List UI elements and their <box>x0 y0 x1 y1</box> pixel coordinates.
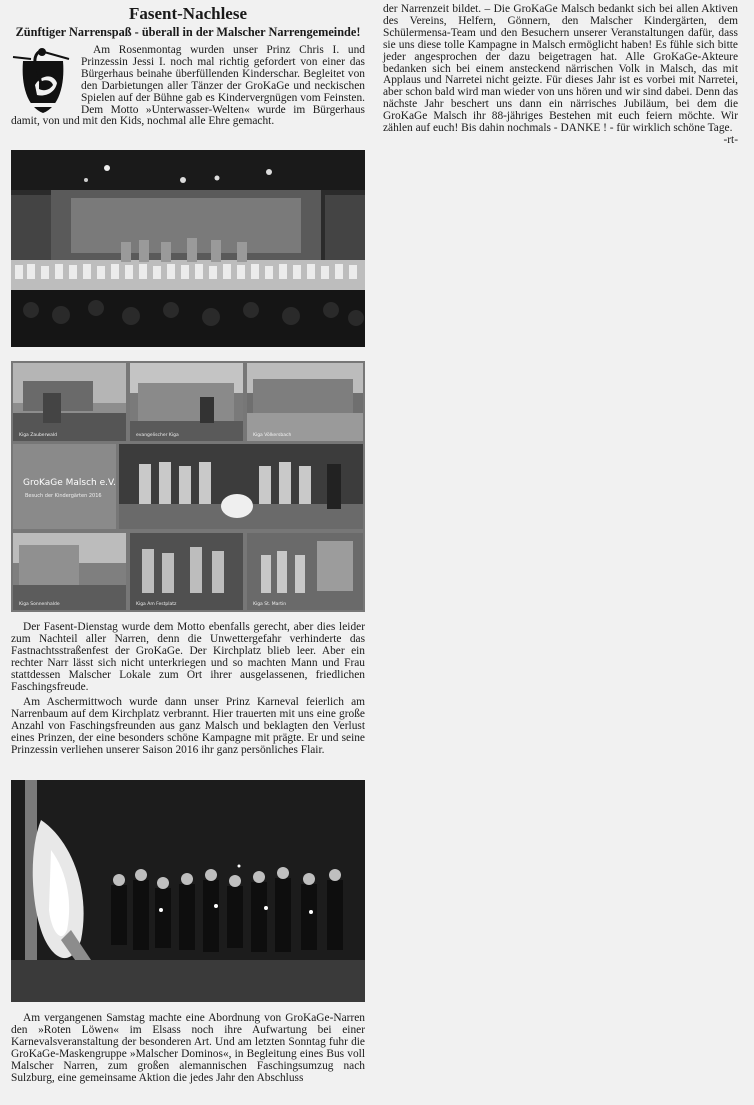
paragraph-thanks-text: der Narrenzeit bildet. – Die GroKaGe Malsch bedankt sich bei allen Aktiven des Vereins, Helfern, Gönnern, den Malscher Kindergärten, dem Schülermensa-Team und den Besuchern unserer Veranstaltungen dafür, dass sie uns diese tolle Kampagne in Malsch ermöglicht haben! Es fühle sich bitte jeder angesprochen der dazu beigetragen hat. Alle GroKaGe-Akteure bedanken sich bei einem ansteckend närrischen Volk in Malsch, das mit Applaus und Narretei nicht geizte. Für dieses Jahr ist es vorbei mit Narretei, aber schon bald wird man wieder von uns hören und wir sind dabei. Denn das nächste Jahr beschert uns dann ein närrisches Jubiläum, bei dem die GroKaGe Malsch ihr 88-jähriges Bestehen mit euch feiern möchte. Wir zählen auf euch! Bis dahin nochmals - DANKE ! - für wirklich schöne Tage. <box>383 3 738 135</box>
intro-paragraph: Am Rosenmontag wurden unser Prinz Chris I. und Prinzessin Jessi I. noch mal richtig gefordert von einer das Bürgerhaus beinahe überfüllenden Kinderschar. Begleitet von den Darbietungen aller Tänzer der GroKaGe und neckischen Spielen auf der Bühne gab es Kindervergnügen vom Feinsten. Dem Motto »Unterwasser-Welten« wurde im Bürgerhaus damit, von und mit den Kids, nochmal alle Ehre gemacht. <box>11 44 365 128</box>
text-block-middle <box>11 622 365 757</box>
collage-caption: evangelischer Kiga <box>136 433 179 438</box>
collage-photo <box>130 363 243 441</box>
paragraph-tuesday: Der Fasent-Dienstag wurde dem Motto ebenfalls gerecht, aber dies leider zum Nachteil aller Narren, denn die Unwettergefahr verhinderte das Fastnachtsstraßenfest der GroKaGe. Der Kirchplatz blieb leer. Aber ein rechter Narr lässt sich nicht unterkriegen und so machten Mann und Frau stattdessen Malscher Lokale zum Ort ihrer ausgelassenen, friedlichen Faschingsfreude. <box>11 621 365 693</box>
collage-photo <box>13 363 126 441</box>
collage-caption: Kiga St. Martin <box>253 602 287 607</box>
author-signature: -rt- <box>723 133 738 146</box>
paragraph-thanks <box>383 3 738 146</box>
collage-panel-title: GroKaGe Malsch e.V. <box>23 478 116 488</box>
left-column <box>11 4 365 1084</box>
collage-panel-subtitle: Besuch der Kindergärten 2016 <box>25 493 102 499</box>
collage-caption: Kiga Am Festplatz <box>136 602 177 607</box>
stork-logo-icon <box>11 45 73 115</box>
collage-group-photo <box>119 444 363 529</box>
collage-caption: Kiga Völkersbach <box>253 433 292 438</box>
fire-photo-image <box>11 780 365 1002</box>
stage-photo <box>11 150 365 347</box>
article-title: Fasent-Nachlese <box>128 4 248 23</box>
right-column <box>383 4 738 147</box>
collage-photo <box>247 533 363 610</box>
collage-photo <box>13 533 126 610</box>
collage-photo <box>247 363 363 441</box>
collage-title-panel <box>13 444 116 529</box>
collage-caption: Kiga Sonnenhalde <box>19 602 60 607</box>
collage-photo <box>130 533 243 610</box>
stage-photo-image <box>11 150 365 347</box>
collage-caption: Kiga Zauberwald <box>19 433 57 438</box>
text-block-bottom <box>11 1013 365 1084</box>
fire-photo <box>11 780 365 1002</box>
article-subtitle: Zünftiger Narrenspaß - überall in der Malscher Narrengemeinde! <box>15 25 361 39</box>
intro-block <box>11 45 365 128</box>
paragraph-saturday: Am vergangenen Samstag machte eine Abordnung von GroKaGe-Narren den »Roten Löwen« im Elsass noch ihre Aufwartung bei einer Karnevalsveranstaltung der besonderen Art. Und am letzten Sonntag fuhr die GroKaGe-Maskengruppe »Malscher Dominos«, in Begleitung eines Bus voll Malscher Narren, zum großen alemannischen Faschingsumzug nach Sulzburg, eine gemeinsame Aktion die jedes Jahr den Abschluss <box>11 1012 365 1084</box>
paragraph-ash-wednesday: Am Aschermittwoch wurde dann unser Prinz Karneval feierlich am Narrenbaum auf dem Kirchplatz verbrannt. Hier trauerten mit uns eine große Anzahl von Faschingsfreunden aus ganz Malsch und beklagten den Verlust eines Prinzen, der eine besonders schöne Kampagne mit prägte. Er und seine Prinzessin verliehen unserer Saison 2016 ihr ganz persönliches Flair. <box>11 696 365 757</box>
kindergarten-collage <box>11 361 365 612</box>
